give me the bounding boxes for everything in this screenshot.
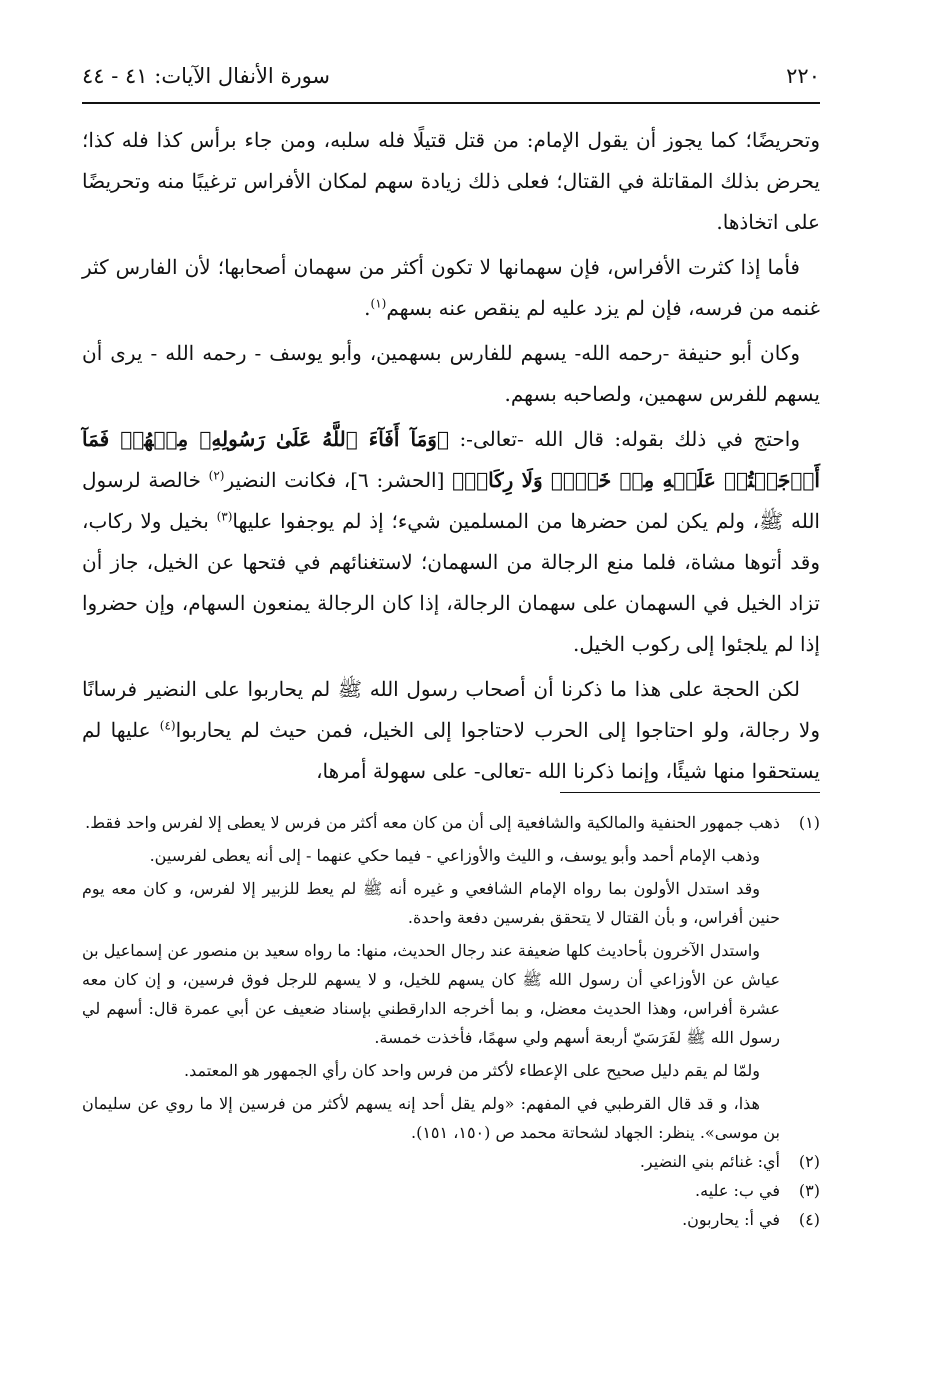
footnote-1 xyxy=(82,808,820,1147)
footnote-ref[interactable]: (٢) xyxy=(208,468,225,483)
footnote-number: (٢) xyxy=(798,1152,820,1171)
footnote-2 xyxy=(82,1147,820,1176)
footnote-text: في أ: يحاربون. xyxy=(682,1210,780,1229)
paragraph: وتحريضًا؛ كما يجوز أن يقول الإمام: من قتل قتيلًا فله سلبه، ومن جاء برأس كذا فله كذا؛ يحرض بذلك المقاتلة في القتال؛ فعلى ذلك زيادة سهم لمكان الأفراس ترغيبًا منه وتحريضًا على اتخاذها. xyxy=(82,128,820,234)
footnote-3 xyxy=(82,1176,820,1205)
page-header xyxy=(82,58,820,94)
running-title: سورة الأنفال الآيات: ٤١ - ٤٤ xyxy=(82,64,331,88)
footnote-text: في ب: عليه. xyxy=(695,1181,780,1200)
footnote-text: واستدل الآخرون بأحاديث كلها ضعيفة عند رجال الحديث، منها: ما رواه سعيد بن منصور عن إسماعيل بن عياش عن الأوزاعي أن رسول الله ﷺ كان يسهم للخيل، و لا يسهم للرجل فوق فرسين، و إن كان معه عشرة أفراس، وهذا الحديث معضل، و بما أخرجه الدارقطني بإسناد ضعيف عن أبي عمرة قال: أسهم لي رسول الله ﷺ لفَرَسَيّ أربعة أسهم ولي سهمًا، فأخذت خمسة. xyxy=(82,941,781,1047)
footnote-text: وقد استدل الأولون بما رواه الإمام الشافعي و غيره أنه ﷺ لم يعط للزبير إلا لفرس، و كان معه يوم حنين أفراس، و بأن القتال لا يتحقق بفرسين دفعة واحدة. xyxy=(82,879,780,927)
paragraph: وكان أبو حنيفة -رحمه الله- يسهم للفارس بسهمين، وأبو يوسف - رحمه الله - يرى أن يسهم للفرس سهمين، ولصاحبه بسهم. xyxy=(82,341,820,406)
paragraph: فأما إذا كثرت الأفراس، فإن سهمانها لا تكون أكثر من سهمان أصحابها؛ لأن الفارس كثر غنمه من فرسه، فإن لم يزد عليه لم ينقص عنه بسهم$^{(١)}$. xyxy=(82,255,820,320)
page-number: ٢٢٠ xyxy=(786,64,820,88)
footnote-text: ولمّا لم يقم دليل صحيح على الإعطاء لأكثر من فرس واحد كان رأي الجمهور هو المعتمد. xyxy=(184,1061,760,1080)
footnote-text: ذهب جمهور الحنفية والمالكية والشافعية إلى أن من كان معه أكثر من فرس لا يعطى إلا لفرس واحد فقط. xyxy=(85,813,780,832)
footnote-rule xyxy=(560,792,820,793)
main-text xyxy=(82,120,820,796)
paragraph: واحتج في ذلك بقوله: قال الله -تعالى-: ﴿وَمَآ أَفَآءَ ٱللَّهُ عَلَىٰ رَسُولِهِۦ مِنۡهُمۡ فَمَآ أَوۡجَفۡتُمۡ عَلَيۡهِ مِنۡ خَيۡلٖ وَلَا رِكَابٖ﴾ [الحشر: ٦]، فكانت النضير$^{(٢)}$ خالصة لرسول الله ﷺ، ولم يكن لمن حضرها من المسلمين شيء؛ إذ لم يوجفوا عليها$^{(٣)}$ بخيل ولا ركاب، وقد أتوها مشاة، فلما منع الرجالة من السهمان؛ لاستغنائهم في فتحها عن الخيل، جاز أن تزاد الخيل في السهمان على سهمان الرجالة، إذا كان الرجالة يمنعون السهام، وإن حضروا إذا لم يلجئوا إلى ركوب الخيل. xyxy=(82,427,820,656)
footnote-number: (٣) xyxy=(798,1181,820,1200)
footnote-4 xyxy=(82,1205,820,1234)
quran-verse: ﴿وَمَآ أَفَآءَ ٱللَّهُ عَلَىٰ رَسُولِهِۦ مِنۡهُمۡ فَمَآ أَوۡجَفۡتُمۡ عَلَيۡهِ مِنۡ خَيۡلٖ وَلَا رِكَابٖ﴾ xyxy=(82,427,820,492)
footnote-text: أي: غنائم بني النضير. xyxy=(639,1152,780,1171)
footnote-number: (١) xyxy=(798,813,820,832)
header-rule xyxy=(82,102,820,104)
paragraph: لكن الحجة على هذا ما ذكرنا أن أصحاب رسول الله ﷺ لم يحاربوا على النضير فرسانًا ولا رجالة، ولو احتاجوا إلى الحرب لاحتاجوا إلى الخيل، فمن حيث لم يحاربوا$^{(٤)}$ عليها لم يستحقوا منها شيئًا، وإنما ذكرنا الله -تعالى- على سهولة أمرها، xyxy=(82,677,820,783)
footnote-number: (٤) xyxy=(798,1210,820,1229)
footnote-text: هذا، و قد قال القرطبي في المفهم: «ولم يقل أحد إنه يسهم لأكثر من فرسين إلا ما روي عن سليمان بن موسى». ينظر: الجهاد لشحاتة محمد ص (١٥٠، ١٥١). xyxy=(82,1094,780,1142)
footnote-ref[interactable]: (٤) xyxy=(159,718,176,733)
footnotes xyxy=(82,808,820,1234)
footnote-ref[interactable]: (٣) xyxy=(216,509,233,524)
footnote-ref[interactable]: (١) xyxy=(370,296,387,311)
footnote-text: وذهب الإمام أحمد وأبو يوسف، و الليث والأوزاعي - فيما حكي عنهما - إلى أنه يعطى لفرسين. xyxy=(149,846,760,865)
